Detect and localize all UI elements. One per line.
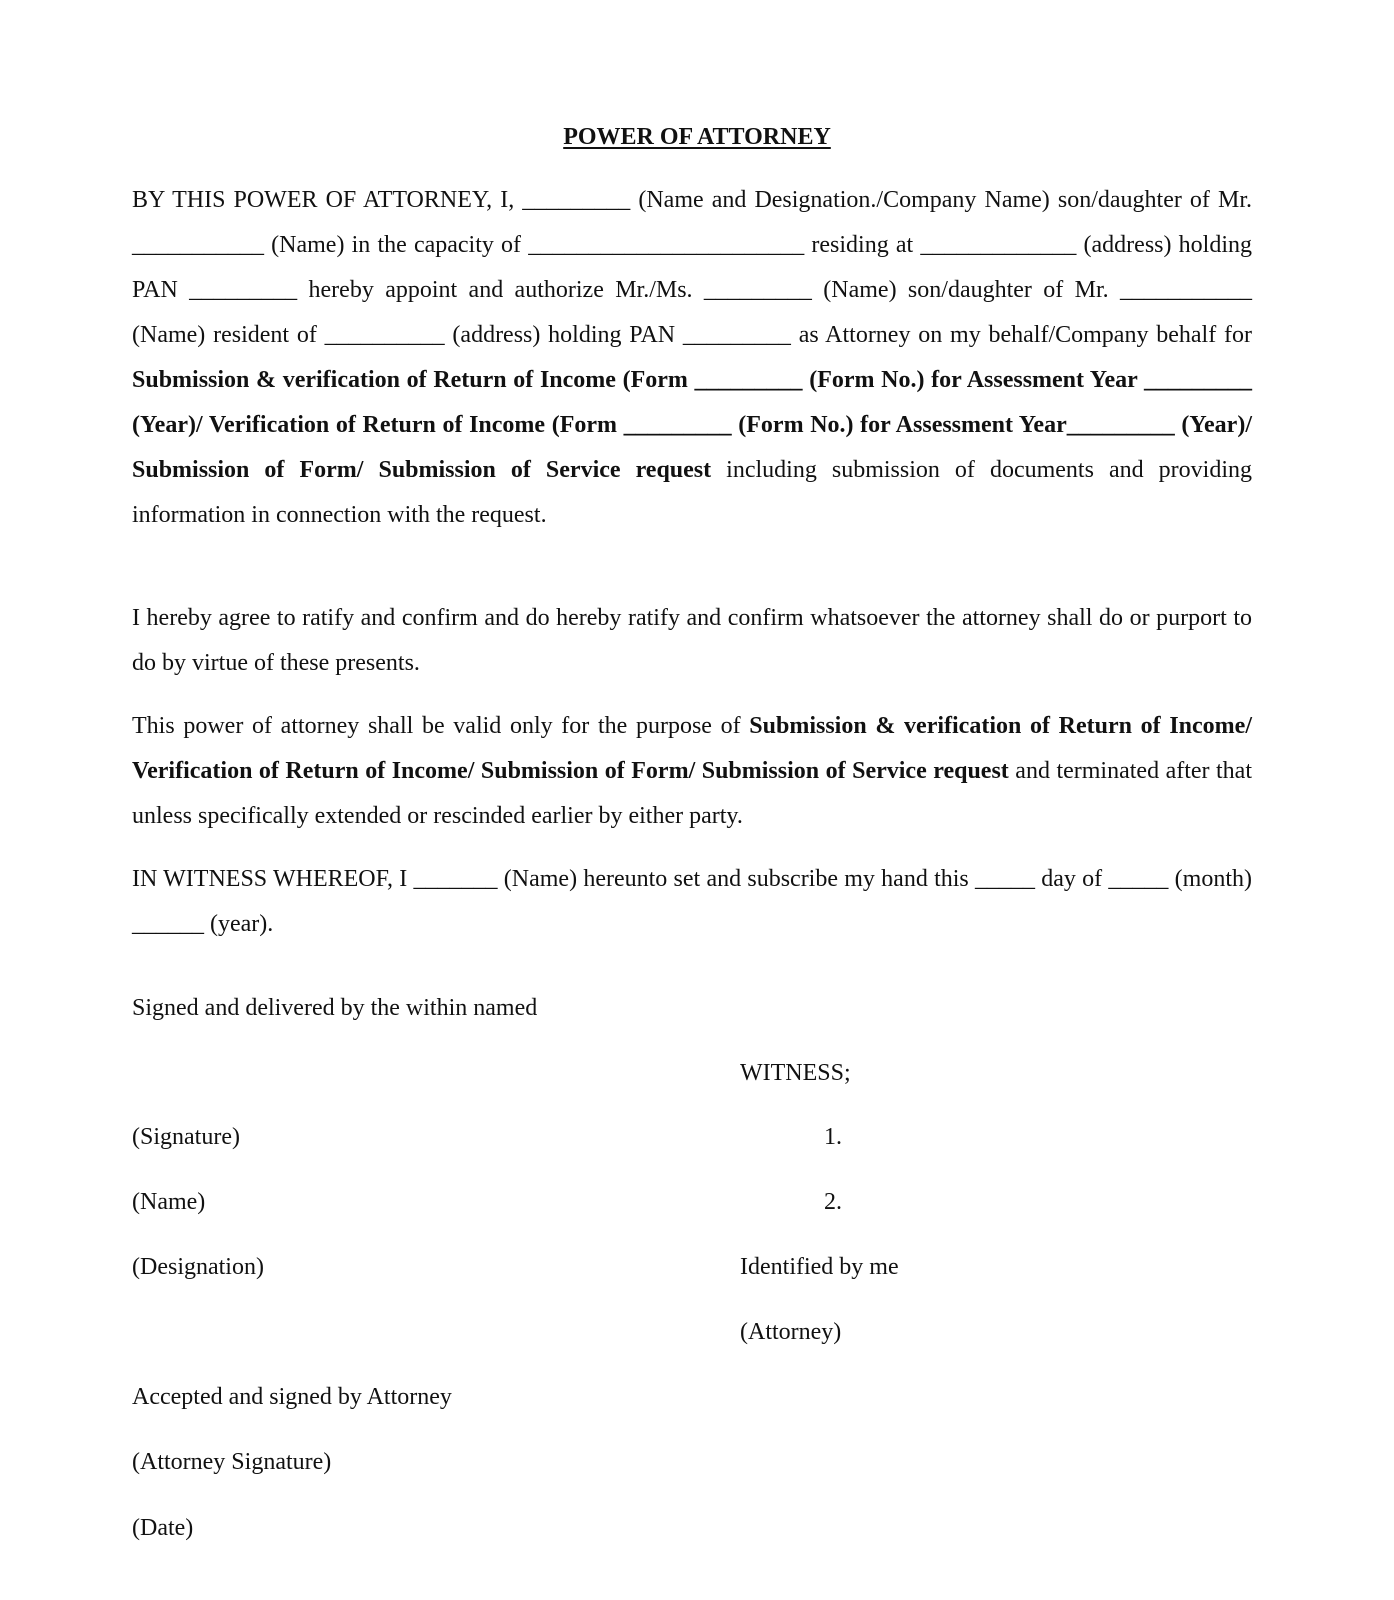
witness-heading: WITNESS; bbox=[740, 1060, 851, 1086]
witness-whereof-paragraph bbox=[132, 857, 1252, 947]
signed-delivered-line: Signed and delivered by the within named bbox=[132, 995, 538, 1021]
validity-paragraph bbox=[132, 704, 1252, 839]
document-title bbox=[0, 122, 1394, 152]
validity-text: This power of attorney shall be valid only for the purpose of bbox=[132, 713, 750, 739]
name-label: (Name) bbox=[132, 1189, 206, 1215]
witness-1-label: 1. bbox=[824, 1124, 842, 1150]
appointment-paragraph bbox=[132, 178, 1252, 538]
identified-by-label: Identified by me bbox=[740, 1254, 899, 1280]
signature-label: (Signature) bbox=[132, 1124, 240, 1150]
validity-text-end: and terminated after that unless specifically extended or rescinded earlier by either party. bbox=[132, 758, 1253, 829]
appointment-purpose-bold: Submission & verification of Return of Income (Form _________ (Form No.) for Assessment Year _________ (Year)/ Verification of Return of Income (Form _________ (Form No.) for Assessment Year_________ (Year)/ Submission of Form/ Submission of Service request bbox=[132, 367, 1252, 483]
appointment-text: BY THIS POWER OF ATTORNEY, I, _________ (Name and Designation./Company Name) son/daughter of Mr. ___________ (Name) in the capacity of _______________________ residing at _____________ (address) holding PAN _________ hereby appoint and authorize Mr./Ms. _________ (Name) son/daughter of Mr. ___________ (Name) resident of __________ (address) holding PAN _________ as Attorney on my behalf/Company behalf for bbox=[132, 187, 1252, 348]
attorney-signature-label: (Attorney Signature) bbox=[132, 1449, 332, 1475]
attorney-label: (Attorney) bbox=[740, 1319, 842, 1345]
validity-purpose-bold: Submission & verification of Return of Income/ Verification of Return of Income/ Submission of Form/ Submission of Service request bbox=[132, 713, 1252, 784]
accepted-signed-line: Accepted and signed by Attorney bbox=[132, 1384, 452, 1410]
document-title-text: POWER OF ATTORNEY bbox=[563, 124, 831, 150]
date-label: (Date) bbox=[132, 1515, 194, 1541]
ratify-text: I hereby agree to ratify and confirm and do hereby ratify and confirm whatsoever the attorney shall do or purport to do by virtue of these presents. bbox=[132, 605, 1252, 676]
ratify-paragraph bbox=[132, 596, 1252, 686]
witness-whereof-text: IN WITNESS WHEREOF, I _______ (Name) hereunto set and subscribe my hand this _____ day of _____ (month) ______ (year). bbox=[132, 866, 1252, 937]
witness-2-label: 2. bbox=[824, 1189, 842, 1215]
designation-label: (Designation) bbox=[132, 1254, 264, 1280]
appointment-text-end: including submission of documents and providing information in connection with the request. bbox=[132, 457, 1252, 528]
